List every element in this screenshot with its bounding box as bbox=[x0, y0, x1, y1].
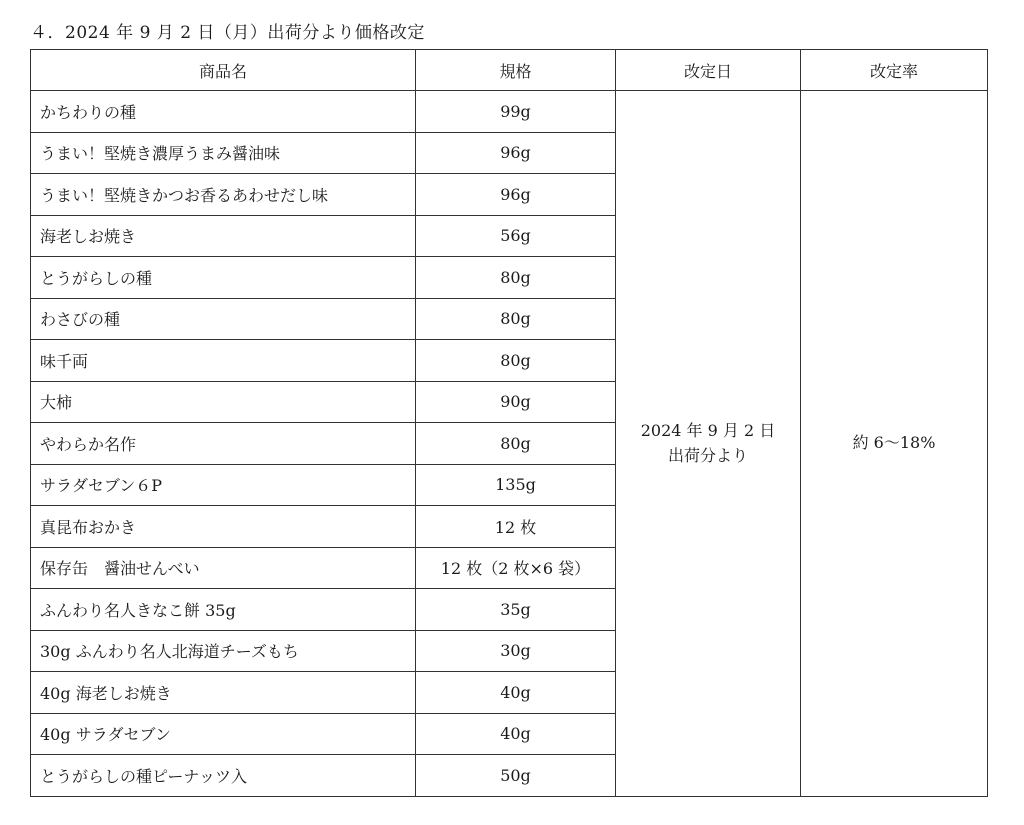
price-revision-table bbox=[30, 49, 988, 797]
revision-date-text: 2024 年 9 月 2 日 bbox=[640, 420, 776, 440]
section-heading: ４．2024 年 9 月 2 日（月）出荷分より価格改定 bbox=[30, 23, 425, 43]
spec-cell: 40g bbox=[416, 713, 616, 755]
product-name-cell: 40g 海老しお焼き bbox=[31, 672, 416, 714]
spec-cell: 135g bbox=[416, 464, 616, 506]
spec-cell: 99g bbox=[416, 91, 616, 133]
product-name-cell: わさびの種 bbox=[31, 298, 416, 340]
spec-cell: 35g bbox=[416, 589, 616, 631]
product-name-cell: 30g ふんわり名人北海道チーズもち bbox=[31, 630, 416, 672]
table-header-row bbox=[31, 50, 988, 91]
spec-cell: 50g bbox=[416, 755, 616, 797]
product-name-cell: サラダセブン６P bbox=[31, 464, 416, 506]
product-name-cell: かちわりの種 bbox=[31, 91, 416, 133]
revision-date-note: 出荷分より bbox=[667, 446, 748, 466]
revision-rate-cell: 約 6～18% bbox=[801, 91, 988, 797]
product-name-cell: 40g サラダセブン bbox=[31, 713, 416, 755]
spec-cell: 56g bbox=[416, 215, 616, 257]
spec-cell: 40g bbox=[416, 672, 616, 714]
header-spec: 規格 bbox=[416, 50, 616, 91]
header-revision-rate: 改定率 bbox=[801, 50, 988, 91]
spec-cell: 90g bbox=[416, 381, 616, 423]
product-name-cell: ふんわり名人きなこ餅 35g bbox=[31, 589, 416, 631]
table-row bbox=[31, 91, 988, 133]
product-name-cell: うまい！堅焼き濃厚うまみ醤油味 bbox=[31, 132, 416, 174]
spec-cell: 12 枚（2 枚×6 袋） bbox=[416, 547, 616, 589]
product-name-cell: うまい！堅焼きかつお香るあわせだし味 bbox=[31, 174, 416, 216]
spec-cell: 80g bbox=[416, 298, 616, 340]
product-name-cell: 真昆布おかき bbox=[31, 506, 416, 548]
spec-cell: 80g bbox=[416, 340, 616, 382]
product-name-cell: 味千両 bbox=[31, 340, 416, 382]
product-name-cell: 保存缶 醤油せんべい bbox=[31, 547, 416, 589]
product-name-cell: とうがらしの種 bbox=[31, 257, 416, 299]
spec-cell: 12 枚 bbox=[416, 506, 616, 548]
spec-cell: 96g bbox=[416, 132, 616, 174]
spec-cell: 80g bbox=[416, 423, 616, 465]
product-name-cell: とうがらしの種ピーナッツ入 bbox=[31, 755, 416, 797]
revision-date-cell bbox=[616, 91, 801, 797]
product-name-cell: 海老しお焼き bbox=[31, 215, 416, 257]
product-name-cell: やわらか名作 bbox=[31, 423, 416, 465]
spec-cell: 96g bbox=[416, 174, 616, 216]
product-name-cell: 大柿 bbox=[31, 381, 416, 423]
header-revision-date: 改定日 bbox=[616, 50, 801, 91]
header-product-name: 商品名 bbox=[31, 50, 416, 91]
spec-cell: 80g bbox=[416, 257, 616, 299]
spec-cell: 30g bbox=[416, 630, 616, 672]
